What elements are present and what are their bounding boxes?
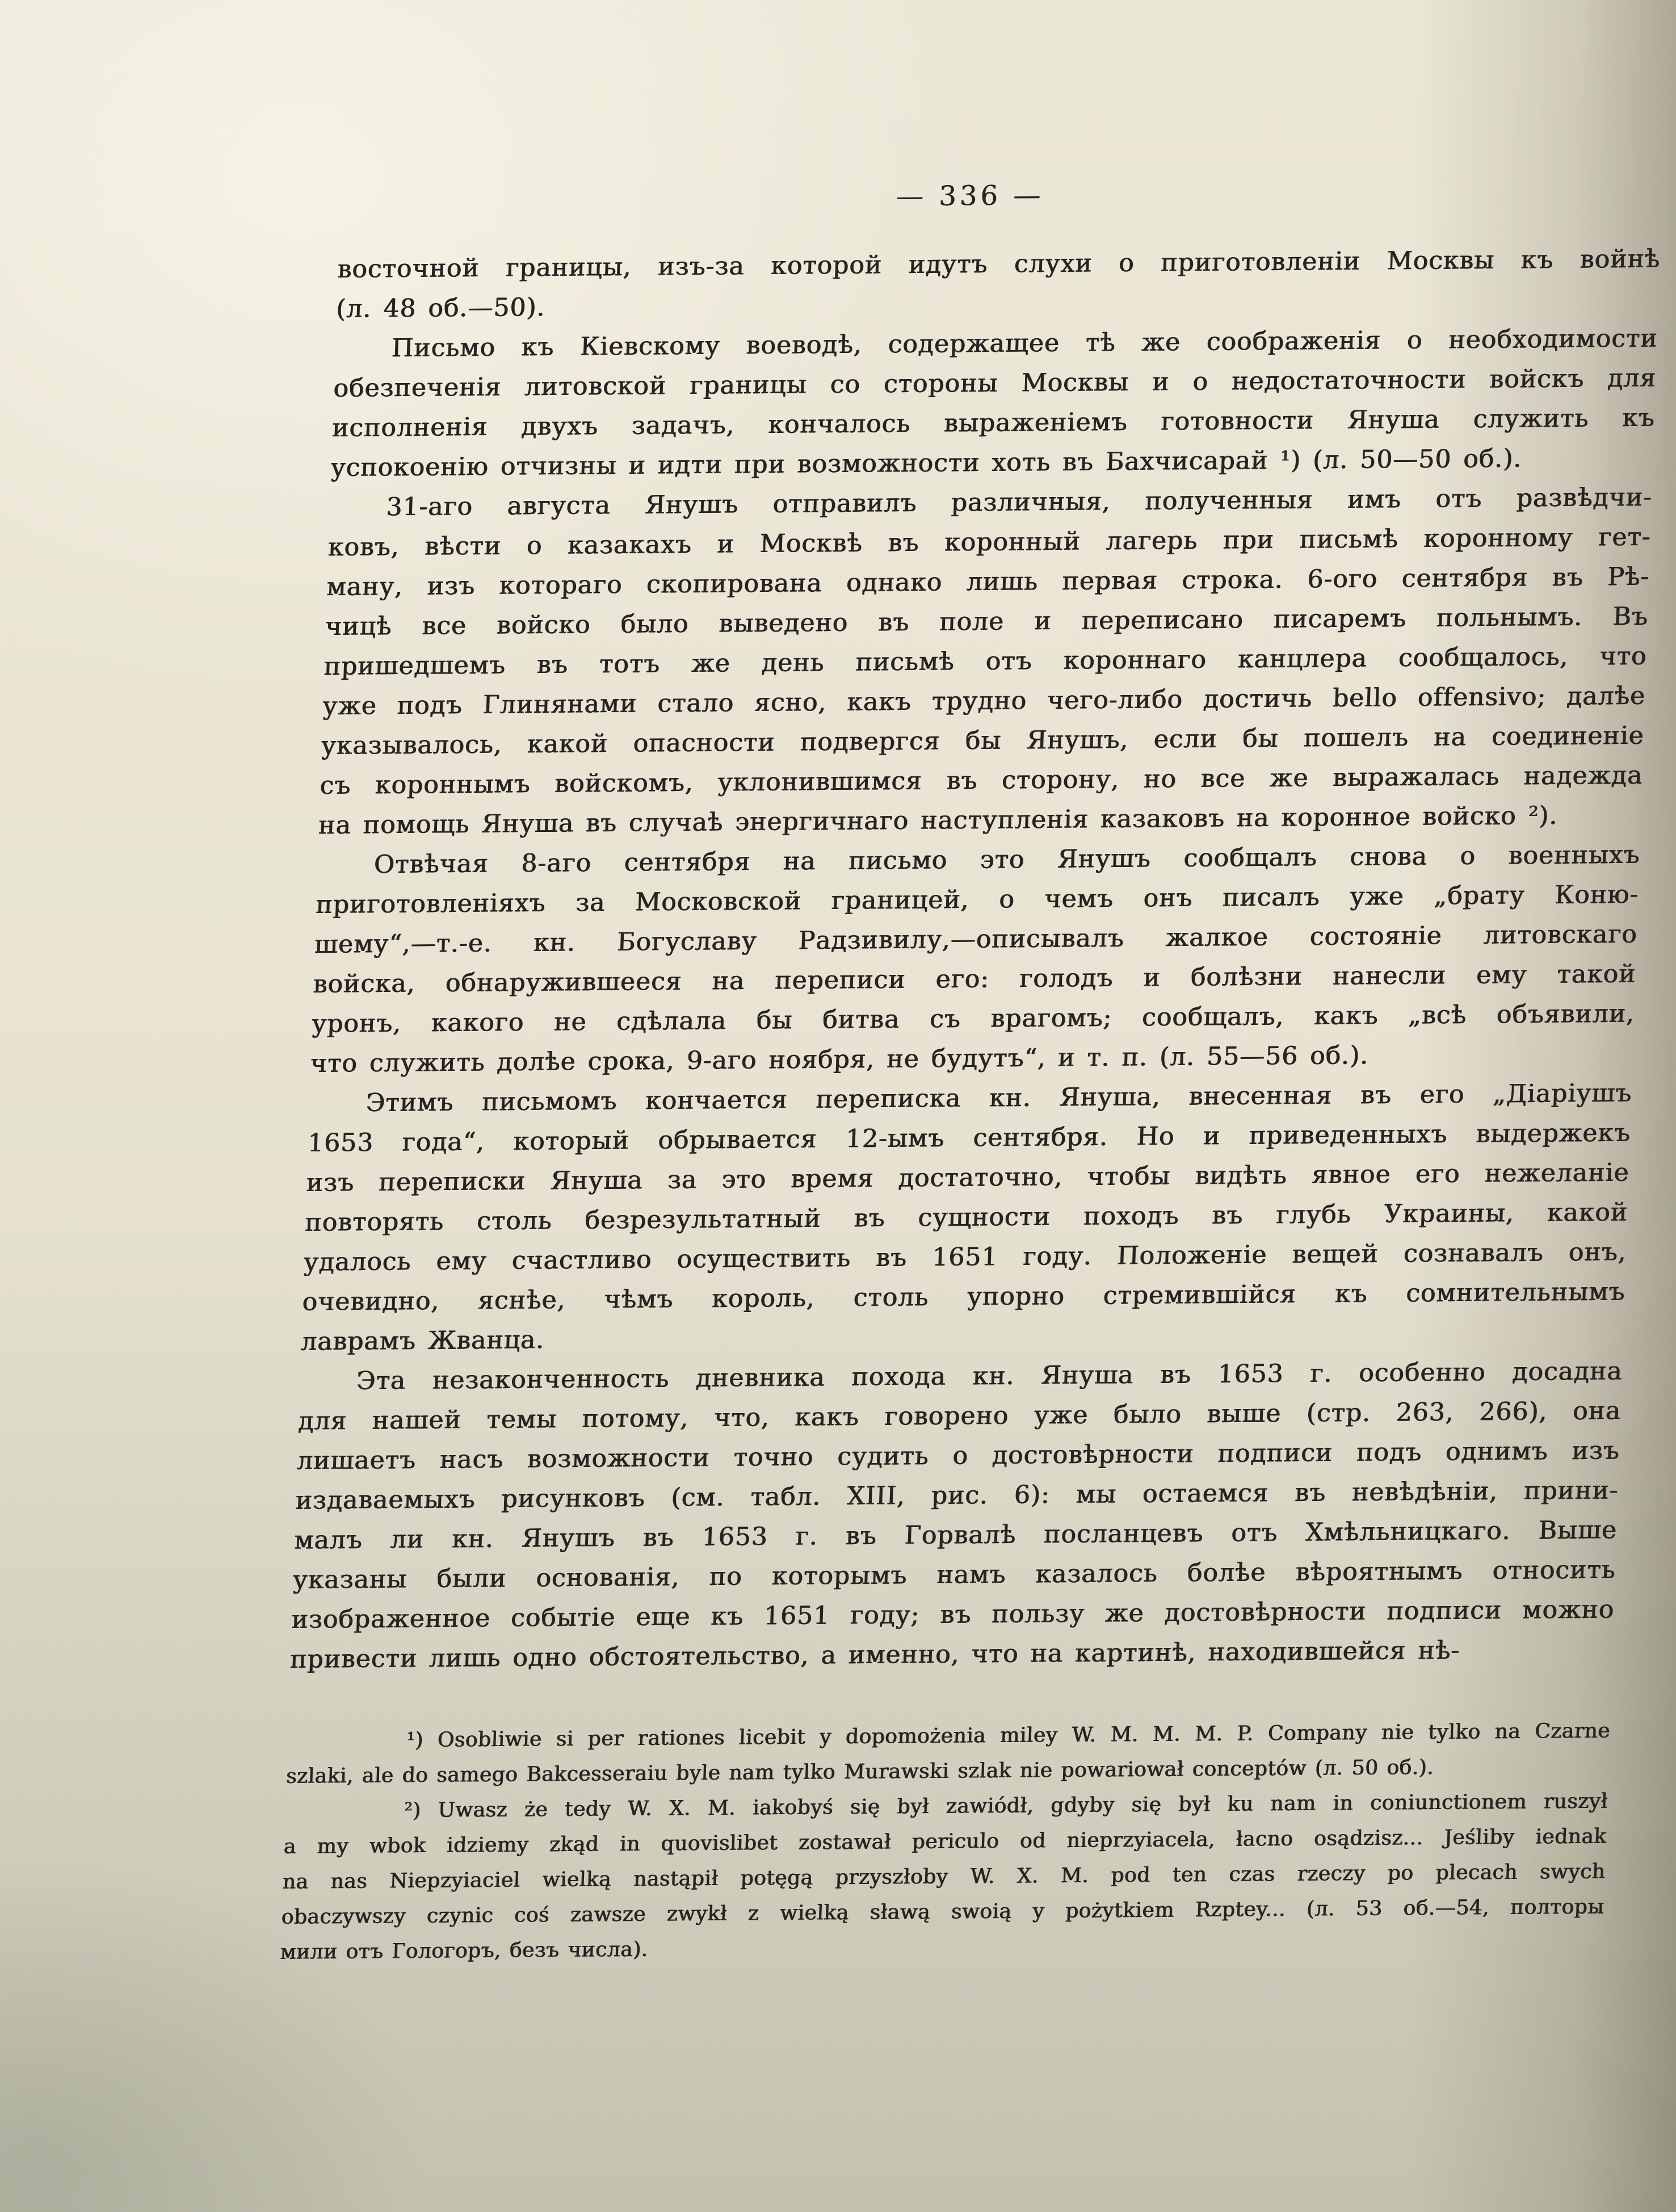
- text-line: изъ переписки Януша за это время достаточно, чтобы видѣть явное его нежеланіе: [305, 1158, 1630, 1197]
- text-line: уронъ, какого не сдѣлала бы битва съ врагомъ; сообщалъ, какъ „всѣ объявили,: [311, 999, 1635, 1038]
- text-line: съ короннымъ войскомъ, уклонившимся въ сторону, но все же выражалась надежда: [319, 760, 1644, 800]
- text-line: для нашей темы потому, что, какъ говорено уже было выше (стр. 263, 266), она: [297, 1396, 1622, 1436]
- text-line: Отвѣчая 8-аго сентября на письмо это Янушъ сообщалъ снова о военныхъ: [373, 840, 1641, 880]
- text-line: ману, изъ котораго скопирована однако лишь первая строка. 6-ого сентября въ Рѣ-: [326, 562, 1650, 602]
- text-line: малъ ли кн. Янушъ въ 1653 г. въ Горвалѣ посланцевъ отъ Хмѣльницкаго. Выше: [293, 1515, 1618, 1555]
- text-line: Письмо къ Кіевскому воеводѣ, содержащее тѣ же соображенія о необходимости: [391, 323, 1658, 363]
- text-line: лаврамъ Жванца.: [300, 1325, 545, 1356]
- footnote-line: na nas Niepzyiaciel wielką nastąpił potęgą przyszłoby W. X. M. pod ten czas rzeczy po plecach swych: [282, 1860, 1606, 1894]
- text-line: шему“,—т.-е. кн. Богуславу Радзивилу,—описывалъ жалкое состояніе литовскаго: [314, 919, 1638, 959]
- paragraph: [318, 478, 1653, 846]
- text-line: (л. 48 об.—50).: [335, 293, 546, 323]
- footnote-line: a my wbok idziemy zkąd in quovislibet zostawał periculo od nieprzyiacela, łacno osądzisz... Jeśliby iednak: [283, 1824, 1607, 1858]
- text-line: издаваемыхъ рисунковъ (см. табл. XIII, рис. 6): мы остаемся въ невѣдѣніи, прини-: [295, 1475, 1619, 1515]
- text-line: удалось ему счастливо осуществить въ 1651 году. Положеніе вещей сознавалъ онъ,: [303, 1237, 1627, 1277]
- text-line: пришедшемъ въ тотъ же день письмѣ отъ короннаго канцлера сообщалось, что: [323, 641, 1648, 681]
- footnote-line: ²) Uwasz że tedy W. X. M. iakobyś się był zawiódł, gdyby się był ku nam in coniunctionem ruszył: [404, 1789, 1608, 1823]
- text-line: уже подъ Глинянами стало ясно, какъ трудно чего-либо достичь bello offensivo; далѣе: [322, 681, 1646, 721]
- text-line: чицѣ все войско было выведено въ поле и переписано писаремъ польнымъ. Въ: [325, 602, 1649, 641]
- text-line: на помощь Януша въ случаѣ энергичнаго наступленія казаковъ на коронное войско ²).: [318, 801, 1559, 840]
- text-line: ковъ, вѣсти о казакахъ и Москвѣ въ коронный лагерь при письмѣ коронному гет-: [327, 522, 1652, 562]
- text-line: лишаетъ насъ возможности точно судить о достовѣрности подписи подъ однимъ изъ: [296, 1436, 1620, 1475]
- text-line: что служить долѣе срока, 9-аго ноября, не будутъ“, и т. п. (л. 55—56 об.).: [310, 1041, 1370, 1078]
- text-line: 1653 года“, который обрывается 12-ымъ сентября. Но и приведенныхъ выдержекъ: [307, 1118, 1631, 1158]
- text-line: 31-аго августа Янушъ отправилъ различныя, полученныя имъ отъ развѣдчи-: [385, 482, 1653, 522]
- footnote-line: мили отъ Гологоръ, безъ числа).: [279, 1937, 649, 1964]
- text-line: Этимъ письмомъ кончается переписка кн. Януша, внесенная въ его „Діаріушъ: [365, 1078, 1633, 1118]
- footnote: [280, 1784, 1608, 1970]
- paragraph: [330, 319, 1658, 488]
- footnote-line: obaczywszy czynic coś zawsze zwykł z wielką sławą swoią y pożytkiem Rzptey... (л. 53 об.—54, полторы: [281, 1895, 1605, 1929]
- footnotes: [280, 1714, 1611, 1970]
- page-number: — 336 —: [896, 179, 1045, 213]
- footnote-line: ¹) Osobliwie si per rationes licebit y dopomożenia miley W. M. M. M. P. Company nie tylko na Czarne: [406, 1719, 1611, 1752]
- text-line: исполненія двухъ задачъ, кончалось выраженіемъ готовности Януша служить къ: [331, 403, 1656, 443]
- paragraph: [310, 835, 1641, 1084]
- text-line: указывалось, какой опасности подвергся бы Янушъ, если бы пошелъ на соединеніе: [321, 721, 1645, 760]
- text-line: привести лишь одно обстоятельство, а именно, что на картинѣ, находившейся нѣ-: [289, 1635, 1461, 1674]
- text-line: Эта незаконченность дневника похода кн. Януша въ 1653 г. особенно досадна: [356, 1356, 1623, 1396]
- text-line: успокоенію отчизны и идти при возможности хоть въ Бахчисарай ¹) (л. 50—50 об.).: [330, 444, 1523, 482]
- text-line: изображенное событіе еще къ 1651 году; въ пользу же достовѣрности подписи можно: [291, 1595, 1615, 1634]
- text-line: повторять столь безрезультатный въ сущности походъ въ глубь Украины, какой: [304, 1197, 1629, 1237]
- paragraph: [300, 1074, 1632, 1362]
- text-line: очевидно, яснѣе, чѣмъ король, столь упорно стремившійся къ сомнительнымъ: [301, 1277, 1626, 1317]
- text-line: приготовленіяхъ за Московской границей, о чемъ онъ писалъ уже „брату Коню-: [315, 880, 1640, 919]
- book-page: [280, 170, 1664, 1970]
- text-line: войска, обнаружившееся на переписи его: голодъ и болѣзни нанесли ему такой: [312, 959, 1637, 999]
- body-text: [289, 239, 1661, 1680]
- text-line: обезпеченія литовской границы со стороны Москвы и о недостаточности войскъ для: [333, 363, 1657, 403]
- text-line: указаны были основанія, по которымъ намъ казалось болѣе вѣроятнымъ относить: [292, 1555, 1616, 1595]
- footnote-line: szlaki, ale do samego Bakcesseraiu byle nam tylko Murawski szlak nie powariował conceptów (л. 50 об.).: [285, 1756, 1434, 1788]
- text-line: восточной границы, изъ-за которой идутъ слухи о приготовленіи Москвы къ войнѣ: [337, 244, 1661, 284]
- paragraph: [335, 239, 1661, 329]
- paragraph: [289, 1352, 1623, 1680]
- footnote: [285, 1714, 1611, 1794]
